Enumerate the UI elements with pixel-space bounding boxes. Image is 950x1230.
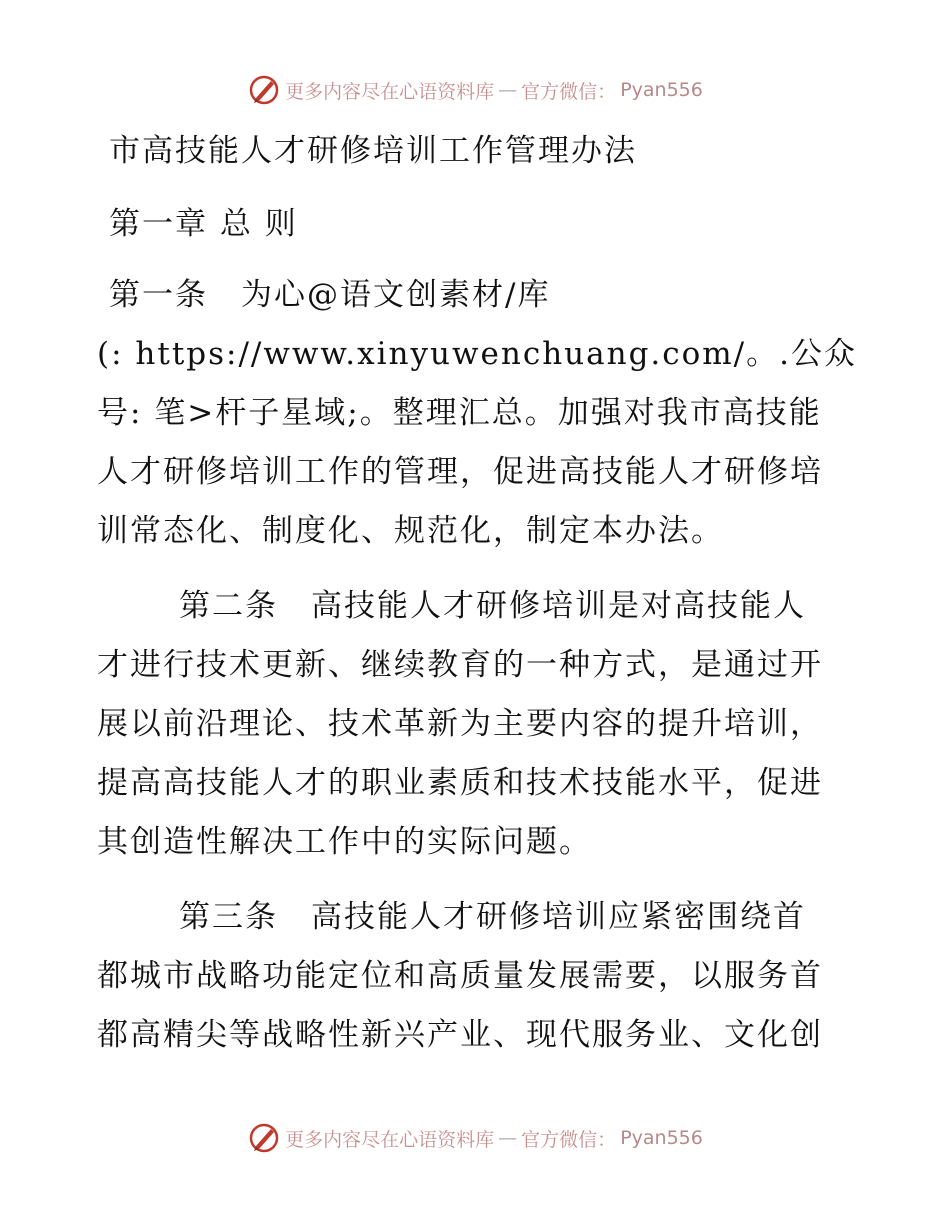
footer-banner-content	[247, 1121, 703, 1155]
article-1-line-3: 号: 笔>杆子星域;。整理汇总。加强对我市高技能	[97, 395, 822, 431]
article-2-line-4: 提高高技能人才的职业素质和技术技能水平，促进	[97, 765, 823, 801]
footer-banner-wechat-id: Pyan556	[620, 1127, 703, 1149]
footer-banner	[0, 1118, 950, 1158]
article-2-line-5: 其创造性解决工作中的实际问题。	[97, 824, 592, 860]
pen-logo-icon	[247, 1121, 281, 1155]
document-body	[97, 122, 857, 1081]
footer-banner-official-label: 官方微信：	[521, 1128, 617, 1151]
footer-banner-title: 更多内容尽在心语资料库	[285, 1128, 495, 1151]
article-2-line-3: 展以前沿理论、技术革新为主要内容的提升培训，	[97, 706, 823, 742]
article-1-line-5: 训常态化、制度化、规范化，制定本办法。	[97, 513, 724, 549]
chapter-heading: 第一章 总 则	[109, 206, 298, 242]
article-1-line-2: (: https://www.xinyuwenchuang.com/。.公众	[97, 336, 857, 372]
article-3-line-2: 都城市战略功能定位和高质量发展需要，以服务首	[97, 958, 823, 994]
article-1-line-1: 第一条 为心@语文创素材/库	[109, 277, 551, 313]
banner-wechat-id: Pyan556	[620, 79, 703, 101]
article-3	[97, 888, 857, 1065]
banner-title: 更多内容尽在心语资料库	[285, 80, 495, 103]
header-banner	[0, 70, 950, 110]
pen-logo-icon	[247, 73, 281, 107]
article-2-line-1: 第二条 高技能人才研修培训是对高技能人	[179, 588, 806, 624]
article-3-line-3: 都高精尖等战略性新兴产业、现代服务业、文化创	[97, 1017, 823, 1053]
banner-content	[247, 73, 703, 107]
banner-official-label: 官方微信：	[521, 80, 617, 103]
banner-separator: —	[498, 79, 518, 101]
document-title: 市高技能人才研修培训工作管理办法	[109, 133, 637, 169]
article-1-line-4: 人才研修培训工作的管理，促进高技能人才研修培	[97, 454, 823, 490]
article-3-line-1: 第三条 高技能人才研修培训应紧密围绕首	[179, 899, 806, 935]
article-2-line-2: 才进行技术更新、继续教育的一种方式，是通过开	[97, 647, 823, 683]
article-1	[97, 266, 857, 561]
article-2	[97, 577, 857, 872]
footer-banner-separator: —	[498, 1127, 518, 1149]
